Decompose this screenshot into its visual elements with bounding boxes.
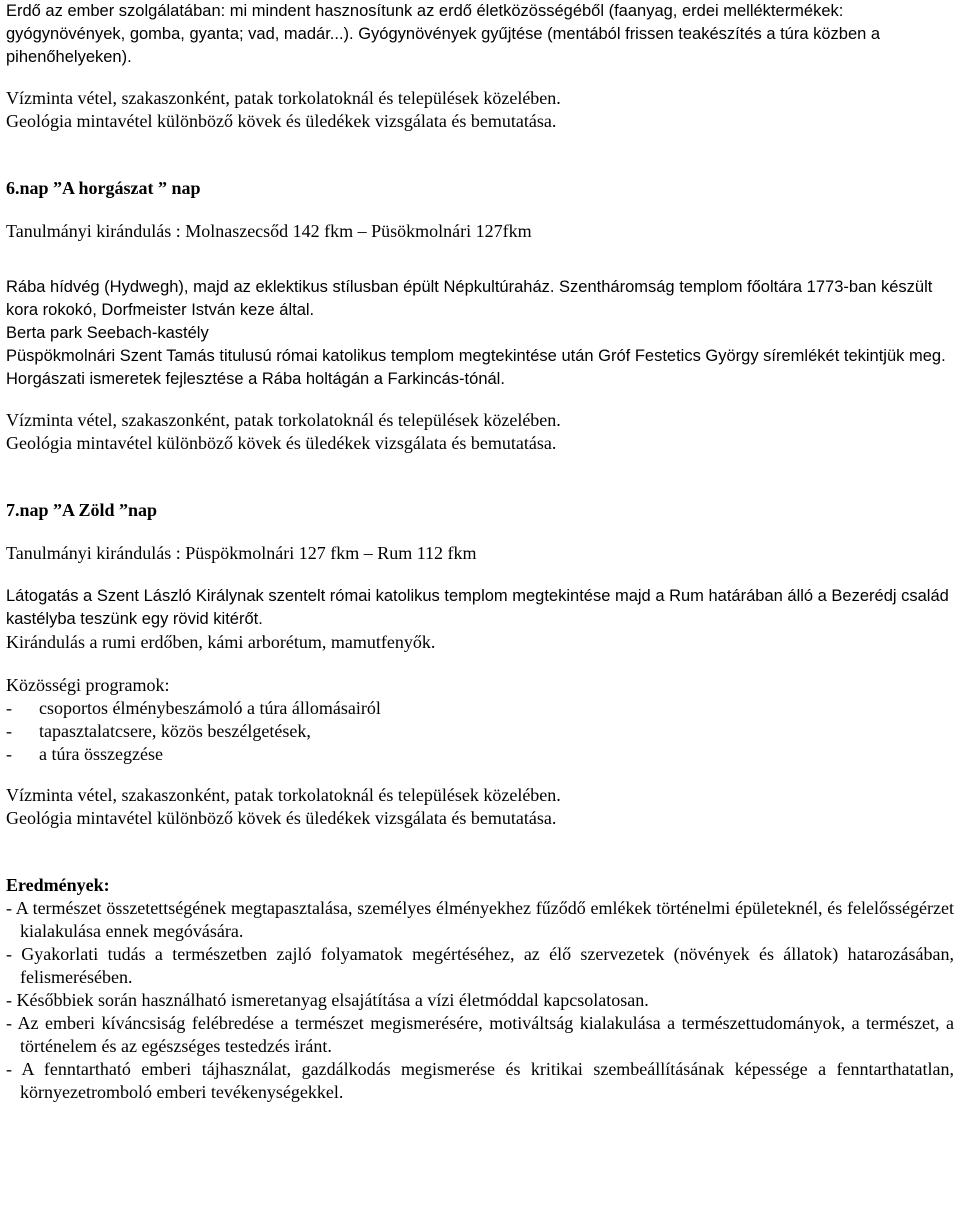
result-item-5: - A fenntartható emberi tájhasználat, gazdálkodás megismerése és kritikai szembeállításának képessége a fenntarthatatlan, környezetromboló emberi tevékenységekkel. [6, 1059, 954, 1102]
list-dash: - [6, 698, 12, 718]
list-item [6, 743, 954, 766]
list-item [6, 720, 954, 743]
day7-geology-sampling-text: Geológia mintavétel különböző kövek és üledékek vizsgálata és bemutatása. [6, 808, 557, 828]
list-dash: - [6, 721, 12, 741]
intro-paragraph: Erdő az ember szolgálatában: mi mindent hasznosítunk az erdő életközösségéből (faanyag, erdei melléktermékek: gyógynövények, gomba, gyanta; vad, madár...). Gyógynövények gyűjtése (mentából frissen teakészítés a túra közben a pihenőhelyeken). [6, 2, 881, 66]
list-dash: - [6, 744, 12, 764]
list-item-text: tapasztalatcsere, közös beszélgetések, [39, 721, 311, 741]
document-page [6, 0, 954, 1104]
day6-geology-sampling-text: Geológia mintavétel különböző kövek és üledékek vizsgálata és bemutatása. [6, 433, 557, 453]
community-programs-title: Közösségi programok: [6, 675, 170, 695]
day6-paragraph-3: Püspökmolnári Szent Tamás titulusú római katolikus templom megtekintése után Gróf Festetics György síremlékét tekintjük meg. Horgászati ismeretek fejlesztése a Rába holtágán a Farkincás-tónál. [6, 347, 946, 388]
day7-water-sampling-text: Vízminta vétel, szakaszonként, patak torkolatoknál és települések közelében. [6, 785, 561, 805]
list-item [6, 697, 954, 720]
result-item-4: - Az emberi kíváncsiság felébredése a természet megismerésére, motiváltság kialakulása a természettudományok, a természet, a történelem és az egészséges testedzés iránt. [6, 1013, 954, 1056]
result-item-2: - Gyakorlati tudás a természetben zajló folyamatok megértéséhez, az élő szervezetek (növények és állatok) hatarozásában, felismerésében. [6, 944, 954, 987]
day7-trip: Tanulmányi kirándulás : Püspökmolnári 127 fkm – Rum 112 fkm [6, 543, 477, 563]
water-sampling-text: Vízminta vétel, szakaszonként, patak torkolatoknál és települések közelében. [6, 88, 561, 108]
day7-paragraph-1: Látogatás a Szent László Királynak szentelt római katolikus templom megtekintése majd a Rum határában álló a Bezerédj család kastélyba teszünk egy rövid kitérőt. [6, 587, 949, 628]
community-programs-list [6, 697, 954, 766]
day7-heading: 7.nap ”A Zöld ”nap [6, 500, 158, 520]
day6-trip: Tanulmányi kirándulás : Molnaszecsőd 142 fkm – Püsökmolnári 127fkm [6, 221, 532, 241]
day6-heading: 6.nap ”A horgászat ” nap [6, 178, 201, 198]
geology-sampling-text: Geológia mintavétel különböző kövek és üledékek vizsgálata és bemutatása. [6, 111, 557, 131]
list-item-text: csoportos élménybeszámoló a túra állomásairól [39, 698, 381, 718]
result-item-3: - Későbbiek során használható ismeretanyag elsajátítása a vízi életmóddal kapcsolatosan. [6, 990, 649, 1010]
results-heading: Eredmények: [6, 875, 110, 895]
result-item-1: - A természet összetettségének megtapasztalása, személyes élményekhez fűződő emlékek történelmi épületeknél, és felelősségérzet kialakulása ennek megóvására. [6, 898, 954, 941]
day6-paragraph-2: Berta park Seebach-kastély [6, 324, 209, 342]
list-item-text: a túra összegzése [39, 744, 163, 764]
day6-paragraph-1: Rába hídvég (Hydwegh), majd az eklektikus stílusban épült Népkultúraház. Szentháromság templom főoltára 1773-ban készült kora rokokó, Dorfmeister István keze által. [6, 278, 933, 319]
day7-paragraph-2: Kirándulás a rumi erdőben, kámi arborétum, mamutfenyők. [6, 632, 436, 652]
day6-water-sampling-text: Vízminta vétel, szakaszonként, patak torkolatoknál és települések közelében. [6, 410, 561, 430]
